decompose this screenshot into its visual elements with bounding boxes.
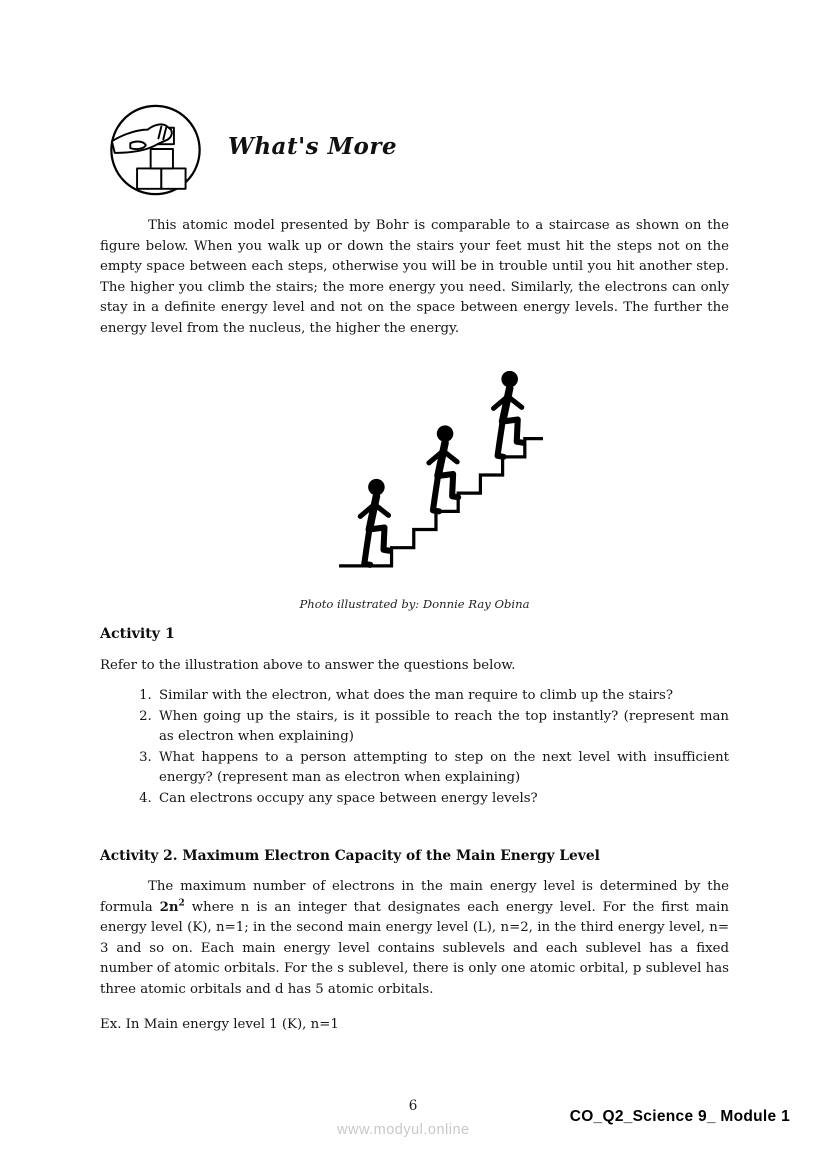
stairs-climbing-illustration (333, 371, 545, 578)
activity1-heading: Activity 1 (100, 626, 175, 642)
hand-stacking-blocks-icon (107, 101, 204, 199)
question-item: 4. Can electrons occupy any space between energy levels? (156, 789, 729, 810)
activity2-text-post: where n is an integer that designates each energy level. For the first main energy level (K), n=1; in the second main energy level (L), n=2, in the third energy level, n= 3 and so on. Each main energy level contains sublevels and each sublevel has a fixed number of atomic orbitals. For the s sublevel, there is only one atomic orbital, p sublevel has three atomic orbitals and d has 5 atomic orbitals. (100, 899, 729, 997)
activity1-question-list (133, 686, 729, 810)
activity2-text-pre: The maximum number of electrons in the main energy level is determined by the formula (100, 879, 729, 915)
activity2-heading: Activity 2. Maximum Electron Capacity of the Main Energy Level (100, 848, 600, 864)
figure-caption: Photo illustrated by: Donnie Ray Obina (299, 597, 530, 611)
watermark-url: www.modyul.online (337, 1122, 470, 1138)
intro-paragraph: This atomic model presented by Bohr is comparable to a staircase as shown on the figure below. When you walk up or down the stairs your feet must hit the steps not on the empty space between each steps, otherwise you will be in trouble until you hit another step. The higher you climb the stairs; the more energy you need. Similarly, the electrons can only stay in a definite energy level and not on the space between energy levels. The further the energy level from the nucleus, the higher the energy. (100, 218, 729, 336)
page-number: 6 (408, 1098, 418, 1114)
module-code: CO_Q2_Science 9_ Module 1 (569, 1108, 790, 1125)
activity2-example: Ex. In Main energy level 1 (K), n=1 (100, 1017, 339, 1032)
formula-2n-squared: $2n^2$ (159, 898, 185, 915)
page-title: What's More (228, 133, 398, 160)
question-item: 3. What happens to a person attempting to step on the next level with insufficient energy? (represent man as electron when explaining) (156, 748, 729, 789)
activity1-instruction: Refer to the illustration above to answer the questions below. (100, 658, 516, 673)
question-item: 2. When going up the stairs, is it possible to reach the top instantly? (represent man as electron when explaining) (156, 707, 729, 748)
activity2-paragraph (100, 877, 729, 1000)
question-item: 1. Similar with the electron, what does the man require to climb up the stairs? (156, 686, 729, 707)
